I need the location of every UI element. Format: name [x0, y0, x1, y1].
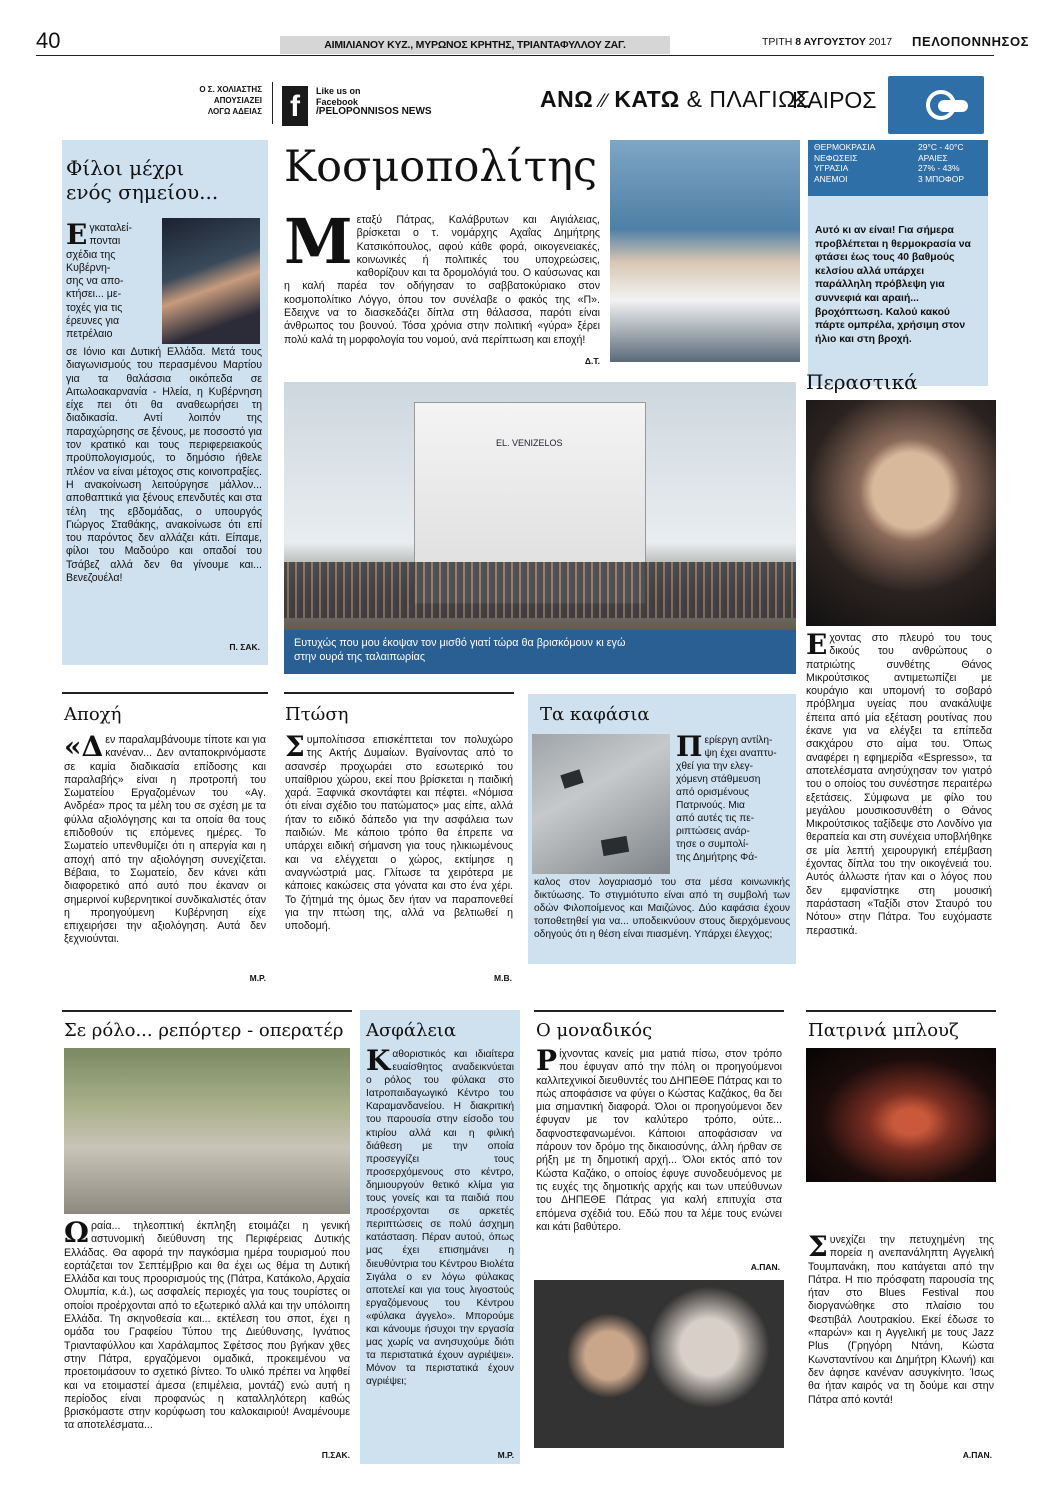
- filoi-narrow: Ε γκαταλεί- πονται σχέδια της Κυβέρνη- σης να απο- κτήσει... με- τοχές για τις έρευνες για πετρέλαιο: [66, 218, 132, 341]
- reporter-title: Σε ρόλο... ρεπόρτερ - οπερατέρ: [64, 1020, 344, 1041]
- perastika-text: Ε χοντας στο πλευρό του τους δικούς του ανθρώπους ο πατριώτης συνθέτης Θάνος Μικρούτσικος αντιμετωπίζει με κουράγιο και υπομονή το σοβαρό πρόβλημα υγείας που ανακάλυψε έπειτα από μία εξέταση ρουτίνας που έκανε για να ελέγξει τα επίπεδα σακχάρου στο αίμα του. Όπως αναφέρει η εφημερίδα «Espresso», τα αποτελέσματα ανησύχησαν τον γιατρό του ο οποίος του συνέστησε περαιτέρω εξετάσεις. Σύμφωνα με φίλο του μεγάλου μουσικοσυνθέτη ο Θάνος Μικρούτσικος ταξίδεψε στο Λονδίνο για θεραπεία και στη συνέχεια υποβλήθηκε σε μία λεπτή χειρουργική επέμβαση έχοντας δίπλα του την οικογένειά του. Αυτός άλλωστε ήταν και ο λόγος που δεν εμφανίστηκε στη μουσική παράσταση «Ταξίδι στον Σταυρό του Νότου» στην Πάτρα. Του ευχόμαστε περαστικά.: [806, 628, 992, 937]
- kafasia-narrow: Π ερίεργη αντίλη- ψη έχει αναπτυ- χθεί για την ελεγ- χόμενη στάθμευση από ορισμένους Πατρινούς. Μια από αυτές τις πε- ριπτώσεις ανάρ- τησε ο συμπολί- της Δημήτρης Φά-: [676, 730, 777, 863]
- monadikos-title: Ο μοναδικός: [536, 1020, 653, 1041]
- ferry-caption: Ευτυχώς που μου έκοψαν τον μισθό γιατί τώρα θα βρισκόμουν κι εγώ στην ουρά της ταλαιπωρίας: [284, 630, 796, 674]
- perastika-title: Περαστικά: [806, 370, 918, 394]
- crate-1: [560, 769, 583, 788]
- asfaleia-text: Κ αθοριστικός και ιδιαίτερα ευαίσθητος αναδεικνύεται ο ρόλος του φύλακα στο Ιατροπαιδαγωγικό Κέντρο του Καραμανδανείου. Η διακριτική του παρουσία στην είσοδο του κτιρίου αλλά και η φιλική διάθεση με την οποία προσεγγίζει τους προσερχόμενους στο κέντρο, δημιουργούν θετικό κλίμα για τους γονείς και τα παιδιά που προσέρχονται σε αρκετές περιπτώσεις σε πολύ άσχημη κατάσταση. Πέραν αυτού, όπως μας έχει επισημάνει η διευθύντρια του Κέντρου Βιολέτα Σιγάλα ο εν λόγω φύλακας αποτελεί και για τους λιγοστούς εργαζόμενους του Κέντρου «φύλακα άγγελο». Μπορούμε και κάνουμε ήσυχοι την εργασία μας χωρίς να ανησυχούμε διότι τα περιστατικά έχουν αγριέψει». Μόνον τα περιστατικά έχουν αγριέψει;: [366, 1044, 514, 1388]
- authors-text: ΑΙΜΙΛΙΑΝΟΥ ΚΥΖ., ΜΥΡΩΝΟΣ ΚΡΗΤΗΣ, ΤΡΙΑΝΤΑΦΥΛΛΟΥ ΖΑΓ.: [324, 39, 626, 51]
- monadikos-rule: [534, 1010, 784, 1012]
- weather-text: Αυτό κι αν είναι! Για σήμερα προβλέπεται η θερμοκρασία να φτάσει έως τους 40 βαθμούς κελσίου αλλά υπάρχει παράλληλη πρόβλεψη για συννεφιά και αραιή... βροχόπτωση. Καλού κακού πάρτε ομπρέλα, χρήσιμη στον ήλιο και στη βροχή.: [808, 196, 988, 386]
- mikroutsikos-photo: [806, 400, 996, 626]
- crate-2: [601, 836, 629, 856]
- weather-icon: [888, 76, 984, 134]
- teaser-divider: [272, 82, 273, 124]
- crates-photo: [532, 734, 670, 874]
- blues-signature: Α.ΠΑΝ.: [962, 1450, 992, 1460]
- katsikopoulos-photo: [610, 140, 800, 362]
- facebook-icon: f: [282, 86, 308, 126]
- kazakos-photo: [534, 1280, 784, 1448]
- blues-text: Σ υνεχίζει την πετυχημένη της πορεία η ανεπανάληπτη Αγγελική Τουμπανάκη, που κατάγεται από την Πάτρα. Η πιο πρόσφατη παρουσία της ήταν στο Blues Festival που διοργανώθηκε στο πλαίσιο του Φεστιβάλ Λουτρακίου. Εκεί έδωσε το «παρών» και η Αγγελική με τους Jazz Plus (Γρηγόρη Ντάνη, Κώστα Κωνσταντίνου και Δημήτρη Κλωνή) και δεν άφησε κανέναν ασυγκίνητο. Ίσως θα ήταν καιρός να τη δούμε και στην Πάτρα από κοντά!: [808, 1230, 994, 1406]
- ptosi-signature: Μ.Β.: [494, 973, 512, 983]
- section-title: ΑΝΩ ⁄⁄ ΚΑΤΩ & ΠΛΑΓΙΩΣ: [540, 86, 811, 112]
- monadikos-signature: Α.ΠΑΝ.: [750, 1262, 780, 1272]
- kafasia-text: καλος στον λογαριασμό του στα μέσα κοινωνικής δικτύωσης. Το στιγμιότυπο είναι από τη συμβολή των οδών Φιλοποίμενος και Μαιζώνος. Δύο καφάσια έχουν τοποθετηθεί για να... υποδεικνύουν στους διερχόμενους οδηγούς ότι η θέση είναι πιασμένη. Υπάρχει έλεγχος;: [534, 877, 790, 940]
- issue-date: ΤΡΙΤΗ 8 ΑΥΓΟΥΣΤΟΥ 2017: [762, 36, 893, 48]
- blues-concert-photo: [806, 1048, 996, 1182]
- filoi-signature: Π. ΣΑΚ.: [229, 642, 260, 652]
- header-rule: [36, 55, 994, 56]
- filoi-text: σε Ιόνιο και Δυτική Ελλάδα. Μετά τους διαγωνισμούς του περασμένου Μαρτίου για τα θαλάσσια οικόπεδα σε Αιτωλοακαρνανία - Ηλεία, η Κυβέρνηση είχε πει ότι θα αναθεωρήσει τη διαδικασία. Αντί λοιπόν της παραχώρησης σε ξένους, με ποσοστό για τον κρατικό και τους περιφερειακούς προϋπολογισμούς, το δημόσιο ήθελε πλέον να είναι μέτοχος στις κοινοπραξίες. Η ανακοίνωση λειτούργησε μάλλον... αποθαπτικά για ξένους επενδυτές και στα τέλη της εβδομάδας, ο υπουργός Γιώργος Σταθάκης, ανακοίνωσε ότι επί του παρόντος δεν αλλάζει κάτι. Είπαμε, φίλοι του Μαδούρο και οπαδοί του Τσάβεζ αλλά δεν θα γίνουμε και... Βενεζουέλα!: [66, 346, 262, 585]
- ship-name: EL. VENIZELOS: [496, 438, 563, 448]
- ptosi-rule: [284, 692, 514, 694]
- blues-title: Πατρινά μπλουζ: [808, 1020, 959, 1041]
- ptosi-text: Σ υμπολίτισσα επισκέπτεται τον πολυχώρο της Ακτής Δυμαίων. Βγαίνοντας από το ασανσέρ προχωράει στο εσωτερικό του υπαίθριου χώρου, εκεί που βρίσκεται η παιδική χαρά. Ξαφνικά σκοντάφτει και πέφτει. «Νόμισα ότι είναι σχέδιο του πατώματος» μας είπε, αλλά ήταν το ειδικό δάπεδο για την ασφάλεια των παιδιών. Με κάποιο τρόπο θα έπρεπε να υπάρχει ειδική σήμανση για τους ηλικιωμένους και να ελέγχεται ο χώρος, εκτίμησε η αναγνώστριά μας. Γλίτωσε τα χειρότερα με κάποιες κακώσεις στα γόνατα και στο ένα χέρι. Το ζήτημά της όμως δεν ήταν να παραπονεθεί για την πτώση της, αλλά να βελτιωθεί η υποδομή.: [285, 730, 513, 933]
- weather-title: ΚΑΙΡΟΣ: [792, 87, 877, 113]
- reporter-text: Ω ραία... τηλεοπτική έκπληξη ετοιμάζει η γενική αστυνομική διεύθυνση της Περιφέρειας Δυτικής Ελλάδας. Θα αφορά την παγκόσμια ημέρα τουρισμού που εορτάζεται τον Σεπτέμβριο και θα έχει ως θέμα τη Δυτική Ελλάδα και τους προορισμούς της (Πάτρα, Κατάκολο, Αρχαία Ολυμπία, κ.ά.), ως ασφαλείς περιοχές για τους τουρίστες οι οποίοι προέρχονται από το εξωτερικό αλλά και την υπόλοιπη Ελλάδα. Τη σκηνοθεσία και... εκτέλεση του σποτ, έχει η ομάδα του Γραφείου Τύπου της Διεύθυνσης, Ιγνάτιος Τριανταφύλλου και Χαράλαμπος Σφέτσος που βγήκαν χθες στην Πάτρα, εργαζόμενοι ομαδικά, προκειμένου να προετοιμάσουν το σχετικό βίντεο. Το υλικό πρέπει να ληφθεί και να ετοιμαστεί άμεσα (επιμέλεια, μοντάζ) ενώ αυτή η περίοδος είναι προφανώς η καταλληλότερη καθώς βρισκόμαστε στην κορύφωση του καλοκαιριού! Αναμένουμε τα αποτελέσματα...: [64, 1216, 350, 1432]
- facebook-promo[interactable]: f Like us on Facebook /PELOPONNISOS NEWS: [282, 86, 452, 126]
- apoxi-title: Αποχή: [64, 704, 122, 725]
- kosmo-signature: Δ.Τ.: [584, 356, 600, 366]
- teaser-box: Ο Σ. ΧΟΛΙΑΣΤΗΣ ΑΠΟΥΣΙΑΖΕΙ ΛΟΓΩ ΑΔΕΙΑΣ: [199, 85, 262, 116]
- asfaleia-title: Ασφάλεια: [366, 1020, 456, 1041]
- weather-table: ΘΕΡΜΟΚΡΑΣΙΑ 29°C - 40°C ΝΕΦΩΣΕΙΣ ΑΡΑΙΕΣ ΥΓΡΑΣΙΑ 27% - 43% ΑΝΕΜΟΙ 3 ΜΠΟΦΟΡ: [808, 140, 988, 196]
- crowd: [284, 562, 796, 618]
- page-header: [36, 28, 1030, 56]
- ptosi-title: Πτώση: [285, 704, 349, 725]
- authors-bar: [280, 36, 670, 54]
- filoi-title: Φίλοι μέχρι ενός σημείου...: [66, 156, 219, 204]
- reporter-signature: Π.ΣΑΚ.: [321, 1450, 350, 1460]
- apoxi-text: «Δ εν παραλαμβάνουμε τίποτε και για κανέναν... Δεν ανταποκρινόμαστε σε καμία διαδικασία επίδοσης και παραλαβής» είναι η προτροπή του Σωματείου Εργαζομένων του «Αγ. Ανδρέα» προς τα μέλη του σε σχέση με τα φύλλα αξιολόγησης και τα οποία θα τους επιδοθούν τις επόμενες ημέρες. Το Σωματείο υπενθυμίζει ότι η απεργία και η αποχή από την αξιολόγηση συνεχίζεται. Βέβαια, το Σωματείο, δεν κάνει κάτι διαφορετικό από αυτό που έκαναν οι σημερινοί κυβερνητικοί συνδικαλιστές όταν η προηγούμενη Κυβέρνηση είχε επιχειρήσει την αξιολόγηση. Αυτά δεν ξεχνιούνται.: [64, 730, 266, 946]
- kosmo-title: Κοσμοπολίτης: [284, 142, 598, 192]
- page-number: 40: [36, 28, 61, 53]
- apoxi-signature: Μ.Ρ.: [249, 973, 266, 983]
- paper-name: ΠΕΛΟΠΟΝΝΗΣΟΣ: [912, 34, 1030, 49]
- kafasia-title: Τα καφάσια: [540, 704, 650, 725]
- apoxi-rule: [62, 692, 268, 694]
- reporter-photo: [64, 1048, 350, 1214]
- asfaleia-signature: Μ.Ρ.: [497, 1450, 514, 1460]
- reporter-rule: [62, 1010, 352, 1012]
- monadikos-text: Ρ ίχνοντας κανείς μια ματιά πίσω, στον τρόπο που έφυγαν από την πόλη οι προηγούμενοι καλλιτεχνικοί διευθυντές του ΔΗΠΕΘΕ Πάτρας και το πώς αποφάσισε να φύγει ο Κώστας Καζάκος, θα δει μια σημαντική διαφορά. Όλοι οι προηγούμενοι δεν έφυγαν με τον καλύτερο τρόπο, ούτε... δαφνοστεφανωμένοι. Κάποιοι αποφάσισαν να πάρουν τον δρόμο της δικαιοσύνης, άλλη ήρθαν σε ρήξη με τη δημοτική αρχή... Όλοι εκτός από τον Κώστα Καζάκο, ο οποίος έφυγε συνοδευόμενος με τις ευχές της δημοτικής αρχής και των υπεύθυνων του ΔΗΠΕΘΕ Πάτρας για καλή επιτυχία στα επόμενα σχέδιά του. Εδώ που τα λέμε τους ενώνει και κάτι βαθύτερο.: [536, 1044, 782, 1233]
- kosmo-text: Μ εταξύ Πάτρας, Καλάβρυτων και Αιγιάλειας, βρίσκεται ο τ. νομάρχης Αχαΐας Δημήτρης Κατσικόπουλος, αφού κάθε φορά, οικογενειακές, κοινωνικές ή πολιτικές του υποχρεώσεις, καθορίζουν και τα δρομολόγιά του. Ο καύσωνας και η καλή παρέα τον οδήγησαν το σαββατοκύριακο στον κοσμοπολίτικο Λόγγο, όπου τον συνέλαβε ο φακός της «Π». Εδειχνε να το διασκεδάζει δίπλα στη θάλασσα, παρότι είναι άνθρωπος του βουνού. Τόσα χρόνια στην πολιτική «γύρα» ξέρει πολύ καλά τη μορφολογία του νομού, ανά περίπτωση και εποχή!: [284, 205, 600, 346]
- up-down-arrows-icon: ⁄⁄: [600, 91, 608, 112]
- blues-rule: [806, 1010, 996, 1012]
- stathakis-photo: [162, 218, 260, 344]
